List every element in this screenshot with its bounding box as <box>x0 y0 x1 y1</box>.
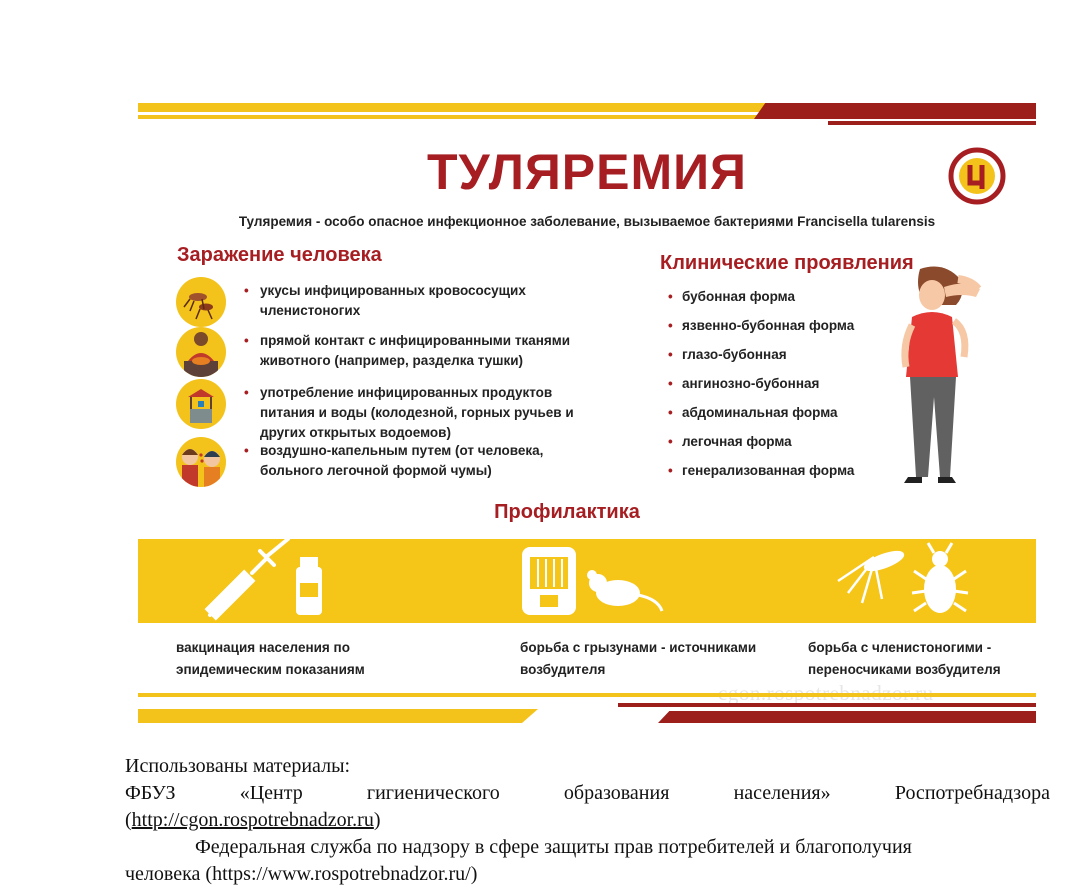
sources-heading: Использованы материалы: <box>125 755 351 777</box>
sources-line-link <box>125 807 1050 834</box>
infection-heading: Заражение человека <box>177 244 382 266</box>
footer-word: гигиенического <box>366 782 500 804</box>
poster-subtitle: Туляремия - особо опасное инфекционное заболевание, вызываемое бактериями Francisella tularensis <box>238 214 936 229</box>
sources-line-agency-cont: человека (https://www.rospotrebnadzor.ru/) <box>125 863 478 885</box>
clinical-item: • генерализованная форма <box>668 463 854 492</box>
prevention-heading: Профилактика <box>494 501 640 523</box>
footer-word: ФБУЗ <box>125 782 176 804</box>
footer-word: «Центр <box>239 782 303 804</box>
infection-item-text: • воздушно-капельным путем (от человека, больного легочной формой чумы) <box>260 441 590 481</box>
poster-title: ТУЛЯРЕМИЯ <box>427 144 747 200</box>
prevention-text: борьба с членистоногими - переносчиками возбудителя <box>808 640 1001 677</box>
clinical-list <box>668 289 854 492</box>
bottom-stripe-yellow-thick <box>138 709 538 723</box>
cgon-logo-icon <box>948 147 1006 205</box>
paren-open: ( <box>125 809 132 831</box>
sources-line-org <box>125 780 1050 807</box>
prevention-text: вакцинация населения по эпидемическим показаниям <box>176 640 365 677</box>
clinical-item: • глазо-бубонная <box>668 347 854 376</box>
clinical-item: • абдоминальная форма <box>668 405 854 434</box>
infection-item-text: • укусы инфицированных кровососущих членистоногих <box>260 281 590 321</box>
tularemia-poster <box>138 103 1036 723</box>
clinical-heading: Клинические проявления <box>660 252 914 274</box>
mosquito-icon <box>176 277 226 327</box>
infection-item <box>176 437 596 489</box>
people-coughing-icon <box>176 437 226 487</box>
infection-item-text: • прямой контакт с инфицированными тканями животного (например, разделка тушки) <box>260 331 590 371</box>
footer-word: населения» <box>733 782 831 804</box>
clinical-item: • ангинозно-бубонная <box>668 376 854 405</box>
top-stripe-red-thin <box>828 121 1036 125</box>
bottom-stripe-red-thick <box>658 711 1036 723</box>
bottom-stripe-red <box>618 703 1036 707</box>
top-stripe-red <box>754 103 1036 119</box>
footer-word: Роспотребнадзора <box>894 782 1050 804</box>
prevention-text: борьба с грызунами - источниками возбудителя <box>520 640 757 677</box>
infection-item <box>176 379 596 440</box>
mosquito-louse-icon <box>828 541 978 621</box>
infection-item <box>176 277 596 329</box>
bottom-stripe-yellow <box>138 693 1036 697</box>
paren-close: ) <box>373 809 381 831</box>
clinical-item: • бубонная форма <box>668 289 854 318</box>
well-icon <box>176 379 226 429</box>
syringe-vial-icon <box>204 537 326 621</box>
sources-footer <box>125 753 1050 888</box>
clinical-item: • язвенно-бубонная форма <box>668 318 854 347</box>
sources-line-agency: Федеральная служба по надзору в сфере защиты прав потребителей и благополучия <box>195 836 912 858</box>
cgon-link[interactable]: http://cgon.rospotrebnadzor.ru <box>131 809 374 831</box>
rodent-trap-icon <box>520 545 670 617</box>
butcher-icon <box>176 327 226 377</box>
sick-woman-illustration <box>894 265 992 487</box>
infection-item-text: • употребление инфицированных продуктов питания и воды (колодезной, горных ручьев и других открытых водоемов) <box>260 383 590 443</box>
footer-word: образования <box>563 782 670 804</box>
infection-item <box>176 327 596 379</box>
clinical-item: • легочная форма <box>668 434 854 463</box>
